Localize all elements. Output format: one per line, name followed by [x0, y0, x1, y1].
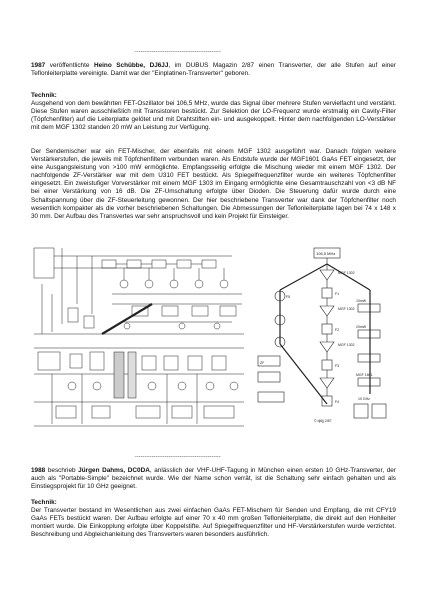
block-diagram-label-1: MGF 1302 — [338, 271, 355, 275]
separator-middle: ---------------------------------------------- — [135, 454, 221, 460]
block-diagram-label-4: 20mW — [356, 325, 367, 329]
article2-intro-text: , anlässlich der VHF-UHF-Tagung in München einen ersten 10 GHz-Transverter, der auch als "Portable-Simple" bezeichnet wurde. Wie der Name schon verrät, ist die Schaltung sehr einfach gehalten und als Einstiegsprojekt für 10 GHz geeignet. — [31, 467, 396, 491]
article1-technik-paragraph-2-wrap — [31, 148, 396, 221]
separator-top: ---------------------------------------------- — [135, 49, 221, 55]
block-diagram-label-2: 10mW — [356, 299, 367, 303]
article1-technik-heading: Technik: — [31, 92, 57, 99]
article1-intro-connector: veröffentlichte — [45, 62, 94, 69]
block-diagram-label-10: F5 — [286, 295, 291, 299]
article2-author: Jürgen Dahms, DC0DA — [78, 467, 150, 474]
article2-technik-paragraph-1-wrap — [31, 507, 396, 539]
article1-intro — [31, 62, 396, 78]
article2-intro-connector: beschrieb — [45, 467, 79, 474]
block-diagram-oscillator-label: 106,5 MHz — [316, 251, 336, 256]
article1-technik-heading-wrap — [31, 92, 396, 100]
article1-technik-paragraph-1: Ausgehend von dem bewährten FET-Oszillator bei 106,5 MHz, wurde das Signal über mehrere Stufen vervielfacht und verstärkt. Diese Stufen waren ausschließlich mit Transistoren bestückt. Zur Selektion der LO-Frequenz wurde erstmalig ein Cavity-Filter (Töpfchenfilter) auf die Leiterplatte gelötet und mit Drahtstiften ein- und ausgekoppelt. Hinter dem nachfolgenden LO-Verstärker mit dem MGF 1302 standen 20 mW an Leistung zur Verfügung. — [31, 100, 396, 132]
block-diagram-label-7: F2 — [335, 328, 340, 332]
block-diagram-label-12: ZF — [260, 361, 265, 365]
article1-technik-paragraph-1-wrap — [31, 100, 396, 132]
block-diagram-label-8: F3 — [335, 364, 340, 368]
article1-year: 1987 — [31, 62, 46, 69]
block-diagram-caption: © dj6jj 2/87 — [314, 419, 332, 423]
article2-intro — [31, 467, 396, 491]
article1-intro-text: , im DUBUS Magazin 2/87 einen Transverter, der alle Stufen auf einer Teflonleiterplatte vereinigte. Damit war der "Einplatinen-Transverter" geboren. — [31, 62, 396, 78]
block-diagram-label-13: 10 GHz — [358, 397, 370, 401]
article2-year: 1988 — [31, 467, 46, 474]
article2-technik-heading: Technik: — [31, 499, 57, 506]
block-diagram — [250, 244, 400, 428]
block-diagram-label-9: F4 — [335, 400, 340, 404]
article1-technik-paragraph-2: Der Sendemischer war ein FET-Mischer, der ebenfalls mit einem MGF 1302 ausgeführt war. Danach folgten weitere Verstärkerstufen, die jeweils mit Töpfchenfiltern verbunden waren. Als Endstufe wurde der MGF1601 GaAs FET eingesetzt, der eine Ausgangsleistung von >100 mW ermöglichte. Empfangsseitig erfolgte die Mischung wieder mit einem MGF 1302. Der nachfolgende ZF-Verstärker war mit dem U310 FET bestückt. Als Spiegelfrequenzfilter wurde ein weiteres Töpfchenfilter eingesetzt. Ein zweistufiger Vorverstärker mit einem MGF 1303 im Eingang ermöglichte eine Gesamtrauschzahl von <3 dB NF bei einer Verstärkung von 16 dB. Die ZF-Umschaltung erfolgte über Dioden. Die Steuerung dafür wurde durch eine Schaltspannung über die ZF-Steuerleitung gewonnen. Der hier beschriebene Transverter war dank der Töpfchenfilter noch wesentlich kompakter als die vorher beschriebenen Schaltungen. Die Abmessungen der Teflonleiterplatte lagen bei 74 x 148 x 30 mm. Der Aufbau des Transvertes war sehr anspruchsvoll und kein Projekt für Einsteiger. — [31, 148, 396, 220]
article1-author: Heino Schübbe, DJ6JJ — [93, 62, 169, 69]
block-diagram-label-6: F1 — [335, 292, 340, 296]
block-diagram-label-5: MGF 1302 — [338, 343, 355, 347]
article2-technik-heading-wrap — [31, 499, 396, 507]
block-diagram-label-11: MGF 1601 — [356, 373, 373, 377]
schematic-circuit-diagram — [32, 244, 246, 430]
block-diagram-label-3: MGF 1302 — [338, 307, 355, 311]
article2-technik-paragraph-1: Der Transverter bestand im Wesentlichen aus zwei einfachen GaAs FET-Mischern für Senden und Empfang, die mit CFY19 GaAs FETs bestückt waren. Der Aufbau erfolgte auf einer 70 x 40 mm großen Teflonleiterplatte, die direkt auf den Hohlleiter montiert wurde. Die Einkopplung erfolgte über Koppelstifte. Auf Spiegelfrequenzfilter und HF-Verstärkerstufen wurde verzichtet. Beschreibung und Abgleichanleitung des Transverters waren besonders ausführlich. — [31, 507, 396, 539]
